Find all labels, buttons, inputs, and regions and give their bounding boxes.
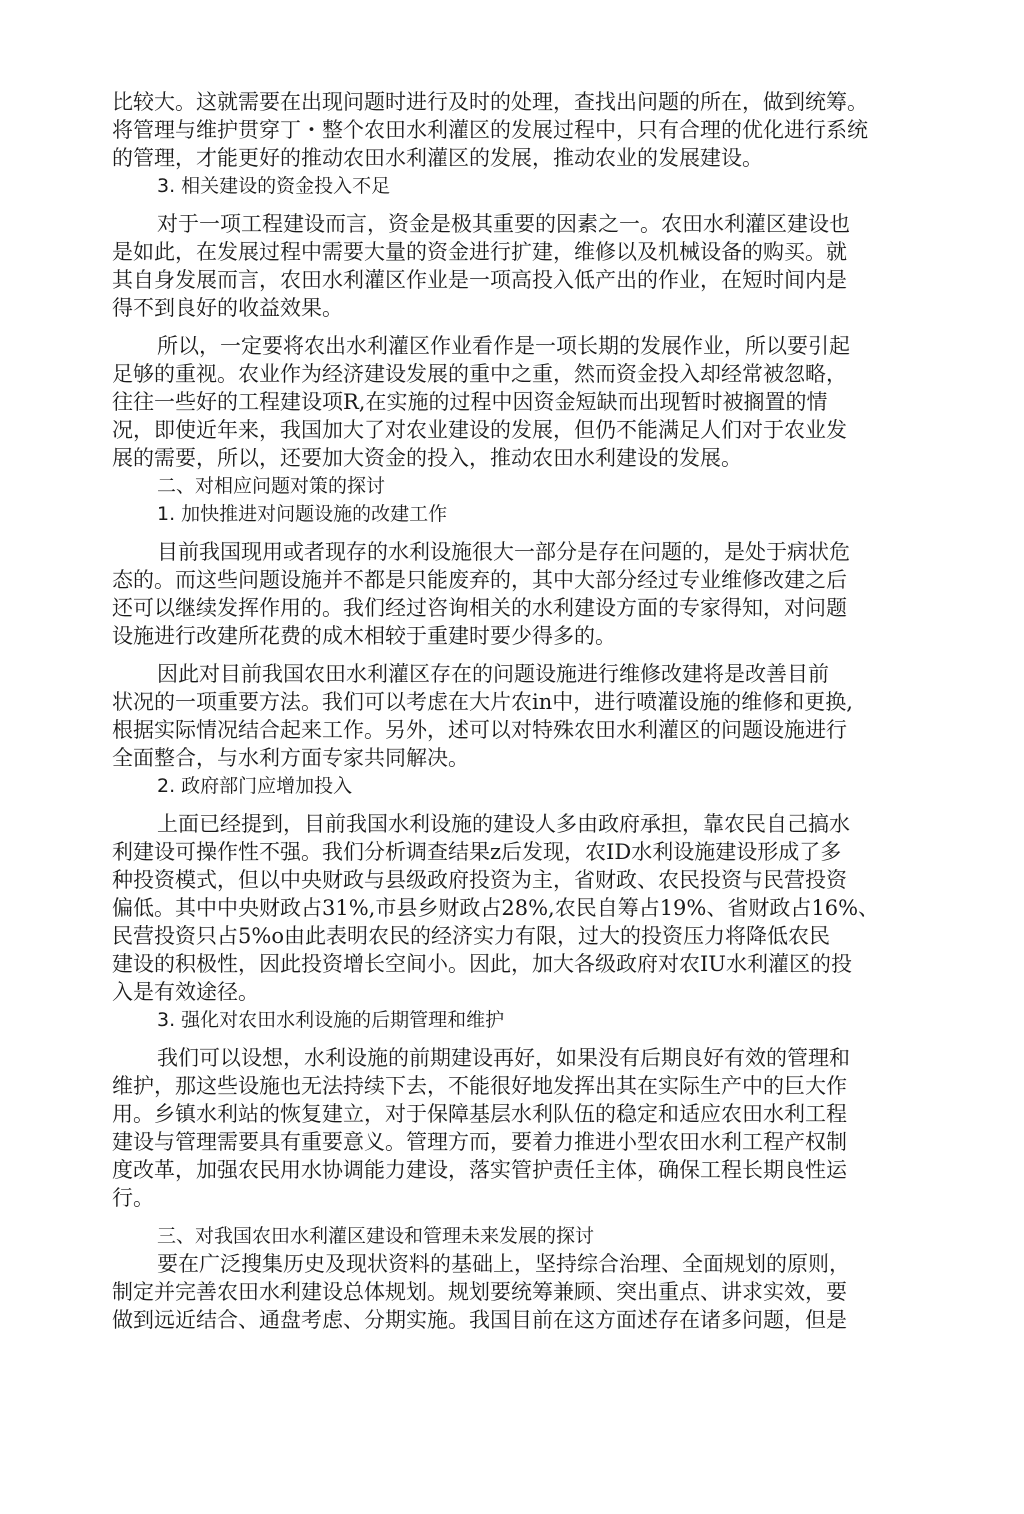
text-line: 往往一些好的工程建设项R,在实施的过程中因资金短缺而出现暂时被搁置的情 — [112, 390, 828, 414]
paragraph-start: 对于一项工程建设而言，资金是极其重要的因素之一。农田水利灌区建设也 — [157, 212, 850, 236]
paragraph-start: 上面已经提到，目前我国水利设施的建设人多由政府承担，靠农民自己搞水 — [157, 812, 850, 836]
section-heading: 二、对相应问题对策的探讨 — [157, 475, 386, 497]
text-line: 设施进行改建所花费的成木相较于重建时要少得多的。 — [112, 624, 616, 648]
paragraph-start: 目前我国现用或者现存的水利设施很大一部分是存在问题的，是处于病状危 — [157, 540, 850, 564]
paragraph-start: 所以，一定要将农出水利灌区作业看作是一项长期的发展作业，所以要引起 — [157, 334, 850, 358]
paragraph-start: 要在广泛搜集历史及现状资料的基础上，坚持综合治理、全面规划的原则， — [157, 1252, 850, 1276]
text-line: 入是有效途径。 — [112, 980, 259, 1004]
section-heading: 3. 相关建设的资金投入不足 — [157, 175, 391, 197]
text-line: 建设的积极性，因此投资增长空间小。因此，加大各级政府对农IU水利灌区的投 — [112, 952, 852, 976]
section-heading: 三、对我国农田水利灌区建设和管理未来发展的探讨 — [157, 1225, 595, 1247]
text-line: 种投资模式，但以中央财政与县级政府投资为主，省财政、农民投资与民营投资 — [112, 868, 847, 892]
text-line: 建设与管理需要具有重要意义。管理方而，要着力推进小型农田水利工程产权制 — [112, 1130, 847, 1154]
text-line: 比较大。这就需要在出现问题时进行及时的处理，查找出问题的所在，做到统筹。 — [112, 90, 868, 114]
document-page — [112, 88, 892, 1334]
text-line: 的管理，才能更好的推动农田水利灌区的发展，推动农业的发展建设。 — [112, 146, 763, 170]
text-line: 利建设可操作性不强。我们分析调查结果z后发现，农ID水利设施建设形成了多 — [112, 840, 842, 864]
paragraph-start: 因此对目前我国农田水利灌区存在的问题设施进行维修改建将是改善目前 — [157, 662, 829, 686]
text-line: 态的。而这些问题设施并不都是只能废弃的，其中大部分经过专业维修改建之后 — [112, 568, 847, 592]
text-line: 状况的一项重要方法。我们可以考虑在大片农in中，进行喷灌设施的维修和更换, — [112, 690, 853, 714]
text-line: 度改革，加强农民用水协调能力建设，落实管护责任主体，确保工程长期良性运 — [112, 1158, 847, 1182]
text-line: 还可以继续发挥作用的。我们经过咨询相关的水利建设方面的专家得知，对问题 — [112, 596, 847, 620]
text-line: 况，即使近年来，我国加大了对农业建设的发展，但仍不能满足人们对于农业发 — [112, 418, 847, 442]
text-line: 民营投资只占5%o由此表明农民的经济实力有限，过大的投资压力将降低农民 — [112, 924, 830, 948]
text-line: 用。乡镇水利站的恢复建立，对于保障基层水利队伍的稳定和适应农田水利工程 — [112, 1102, 847, 1126]
text-line: 足够的重视。农业作为经济建设发展的重中之重，然而资金投入却经常被忽略， — [112, 362, 847, 386]
text-line: 其自身发展而言，农田水利灌区作业是一项高投入低产出的作业，在短时间内是 — [112, 268, 847, 292]
text-line: 将管理与维护贯穿丁・整个农田水利灌区的发展过程中，只有合理的优化进行系统 — [112, 118, 868, 142]
text-line: 做到远近结合、通盘考虑、分期实施。我国目前在这方面述存在诸多问题，但是 — [112, 1308, 847, 1332]
text-line: 行。 — [112, 1186, 154, 1210]
section-heading: 2. 政府部门应增加投入 — [157, 775, 353, 797]
text-line: 根据实际情况结合起来工作。另外，述可以对特殊农田水利灌区的问题设施进行 — [112, 718, 847, 742]
text-line: 展的需要，所以，还要加大资金的投入，推动农田水利建设的发展。 — [112, 446, 742, 470]
text-line: 偏低。其中中央财政占31%,市县乡财政占28%,农民自筹占19%、省财政占16%、 — [112, 896, 880, 920]
text-line: 是如此，在发展过程中需要大量的资金进行扩建，维修以及机械设备的购买。就 — [112, 240, 847, 264]
section-heading: 3. 强化对农田水利设施的后期管理和维护 — [157, 1009, 505, 1031]
text-line: 全面整合，与水利方面专家共同解决。 — [112, 746, 469, 770]
text-line: 维护，那这些设施也无法持续下去，不能很好地发挥出其在实际生产中的巨大作 — [112, 1074, 847, 1098]
section-heading: 1. 加快推进对问题设施的改建工作 — [157, 503, 448, 525]
paragraph-start: 我们可以设想，水利设施的前期建设再好，如果没有后期良好有效的管理和 — [157, 1046, 850, 1070]
text-line: 得不到良好的收益效果。 — [112, 296, 343, 320]
text-line: 制定并完善农田水利建设总体规划。规划要统筹兼顾、突出重点、讲求实效，要 — [112, 1280, 847, 1304]
